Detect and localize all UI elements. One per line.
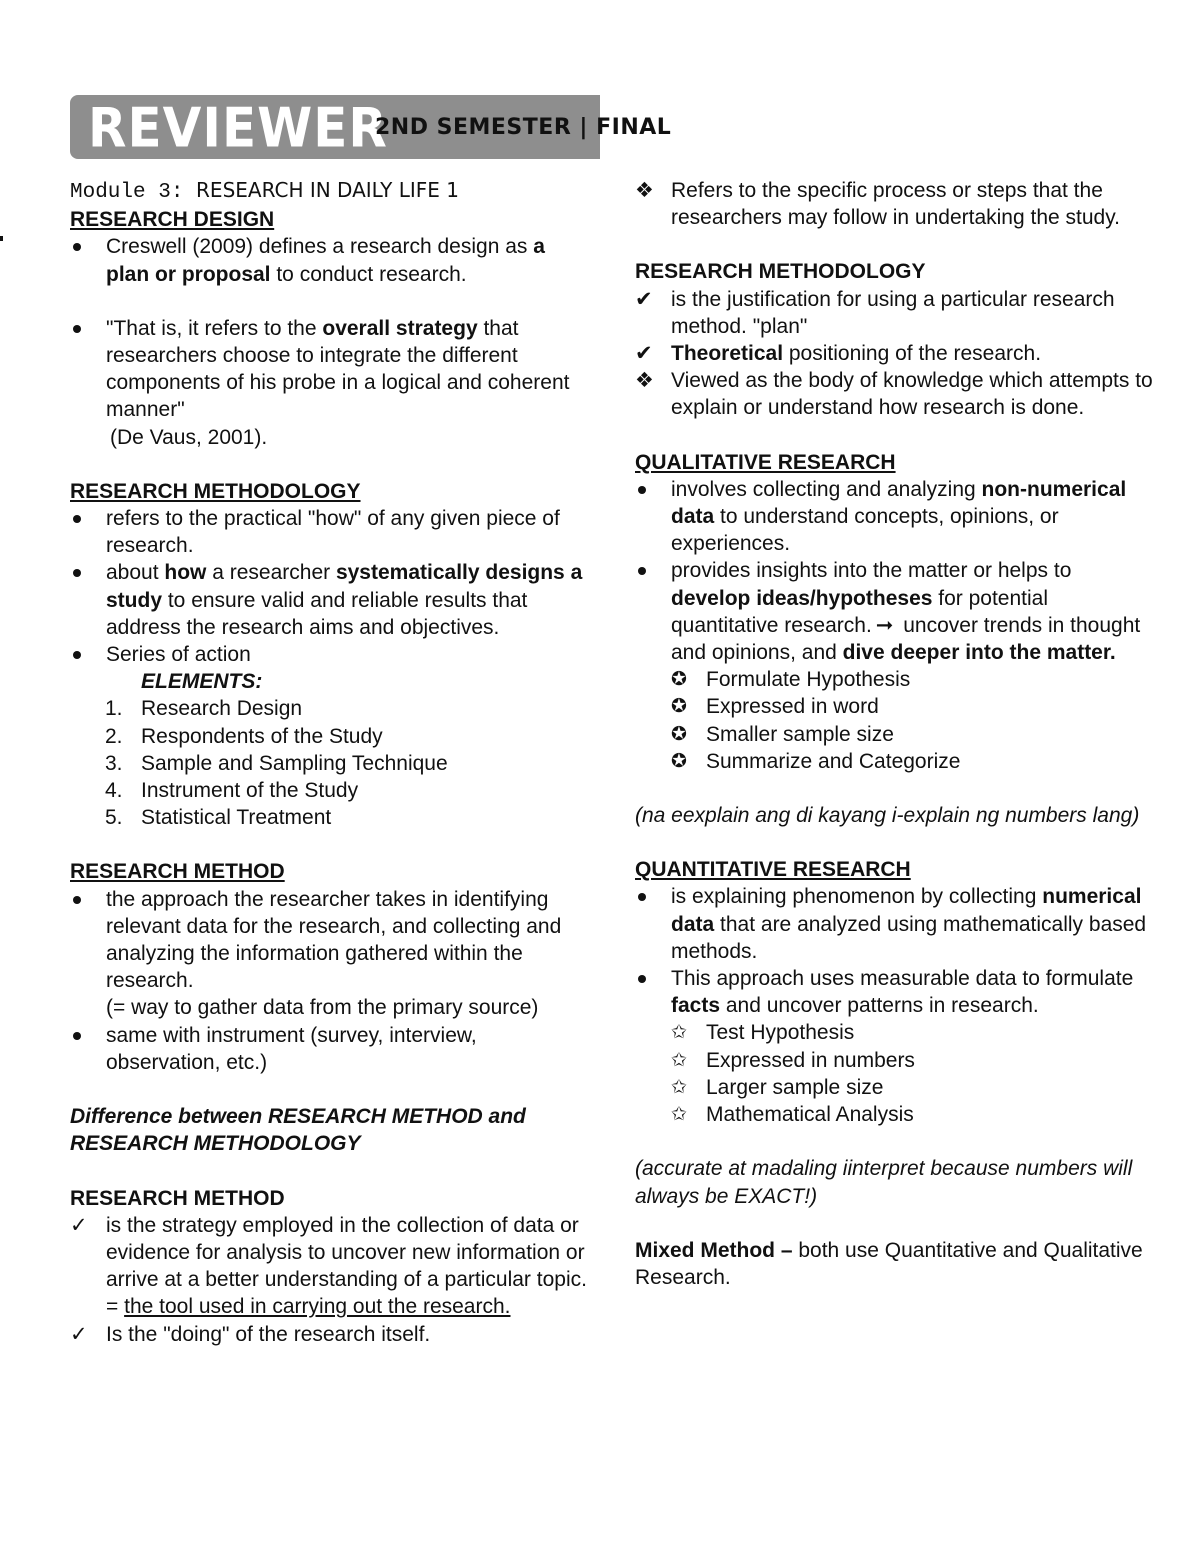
reviewer-banner <box>70 95 672 160</box>
element-item <box>70 723 590 750</box>
checkmark-icon: ✓ <box>70 1213 88 1237</box>
element-number: 2. <box>105 724 123 748</box>
filled-star-icon: ✪ <box>671 669 687 691</box>
qualitative-star-list <box>635 666 1155 775</box>
banner-title: REVIEWER <box>88 96 388 160</box>
element-number: 5. <box>105 806 123 830</box>
list-item: ✔ Theoretical positioning of the research. <box>635 340 1155 367</box>
filled-star-icon: ✪ <box>671 696 687 718</box>
method-note: (= way to gather data from the primary source) <box>106 996 539 1020</box>
diamond-bullet-icon: ❖ <box>635 179 654 202</box>
element-text: Statistical Treatment <box>141 806 332 830</box>
element-text: Respondents of the Study <box>141 724 383 748</box>
element-text: Sample and Sampling Technique <box>141 751 448 775</box>
module-label: Module 3: <box>70 181 197 204</box>
list-item: same with instrument (survey, interview, observation, etc.) <box>106 1023 477 1074</box>
list-item: about how a researcher systematically designs a study to ensure valid and reliable results that address the research aims and objectives. <box>106 561 583 639</box>
star-list-item <box>635 1019 1155 1046</box>
star-list-item <box>635 748 1155 775</box>
element-text: Instrument of the Study <box>141 779 359 803</box>
qualitative-note: (na eexplain ang di kayang i-explain ng numbers lang) <box>635 804 1140 828</box>
list-item: is explaining phenomenon by collecting numerical data that are analyzed using mathematically based methods. <box>671 885 1147 963</box>
diamond-bullet-icon: ❖ <box>635 369 654 393</box>
research-method-subheading: RESEARCH METHOD <box>70 1186 285 1210</box>
star-item-text: Expressed in numbers <box>706 1048 915 1072</box>
checkmark-icon: ✔ <box>635 342 653 366</box>
filled-star-icon: ✪ <box>671 723 687 745</box>
mixed-method: Mixed Method – both use Quantitative and Qualitative Research. <box>635 1238 1143 1289</box>
outline-star-icon: ✩ <box>671 1076 687 1098</box>
checkmark-icon: ✓ <box>70 1322 88 1346</box>
elements-list <box>70 695 590 831</box>
element-item <box>70 804 590 831</box>
list-item: provides insights into the matter or helps to develop ideas/hypotheses for potential quantitative research. ➞ uncover trends in thought and opinions, and dive deeper into the matter. <box>671 559 1141 665</box>
citation: (De Vaus, 2001). <box>110 425 268 449</box>
list-item: ✔ is the justification for using a particular research method. "plan" <box>635 287 1115 338</box>
element-number: 3. <box>105 751 123 775</box>
module-line <box>70 177 590 206</box>
list-item: ✓ Is the "doing" of the research itself. <box>70 1321 590 1348</box>
element-item <box>70 695 590 722</box>
research-method-heading: RESEARCH METHOD <box>70 860 285 884</box>
module-title: RESEARCH IN DAILY LIFE 1 <box>196 178 460 202</box>
difference-heading: Difference between RESEARCH METHOD and RESEARCH METHODOLOGY <box>70 1105 526 1156</box>
right-column <box>635 177 1155 1291</box>
outline-star-icon: ✩ <box>671 1022 687 1044</box>
left-column <box>70 177 590 1348</box>
star-item-text: Larger sample size <box>706 1075 884 1099</box>
stray-mark <box>0 236 3 241</box>
star-item-text: Mathematical Analysis <box>706 1103 914 1127</box>
list-item: Creswell (2009) defines a research design as a plan or proposal to conduct research. <box>106 235 545 286</box>
list-item: refers to the practical "how" of any given piece of research. <box>106 507 560 558</box>
star-item-text: Summarize and Categorize <box>706 749 961 773</box>
star-item-text: Smaller sample size <box>706 722 894 746</box>
list-item: ❖ Refers to the specific process or steps that the researchers may follow in undertaking the study. <box>635 179 1120 230</box>
research-methodology-heading-right: RESEARCH METHODOLOGY <box>635 260 926 284</box>
element-item <box>70 777 590 804</box>
list-item: ✓ is the strategy employed in the collection of data or evidence for analysis to uncover new information or arrive at a better understanding of a particular topic. = the tool used in carrying out the research. <box>70 1212 590 1321</box>
element-item <box>70 750 590 777</box>
quantitative-note: (accurate at madaling iinterpret because numbers will always be EXACT!) <box>635 1157 1133 1208</box>
banner-subtitle: 2ND SEMESTER | FINAL <box>375 115 672 140</box>
element-text: Research Design <box>141 697 303 721</box>
outline-star-icon: ✩ <box>671 1049 687 1071</box>
star-item-text: Expressed in word <box>706 695 879 719</box>
star-list-item <box>635 721 1155 748</box>
quantitative-star-list <box>635 1019 1155 1128</box>
list-item: ❖ Viewed as the body of knowledge which attempts to explain or understand how research is done. <box>635 369 1153 420</box>
list-item: This approach uses measurable data to formulate facts and uncover patterns in research. <box>671 967 1134 1018</box>
qualitative-heading: QUALITATIVE RESEARCH <box>635 450 896 474</box>
elements-label: ELEMENTS: <box>141 670 263 694</box>
star-list-item <box>635 666 1155 693</box>
quantitative-heading: QUANTITATIVE RESEARCH <box>635 858 911 882</box>
tool-note: = the tool used in carrying out the research. <box>106 1295 511 1319</box>
checkmark-icon: ✔ <box>635 287 653 311</box>
arrow-right-icon: ➞ <box>875 613 892 637</box>
filled-star-icon: ✪ <box>671 750 687 772</box>
list-item: "That is, it refers to the overall strategy that researchers choose to integrate the different components of his probe in a logical and coherent manner" (De Vaus, 2001). <box>70 315 590 451</box>
star-list-item <box>635 1074 1155 1101</box>
star-list-item <box>635 693 1155 720</box>
list-item: the approach the researcher takes in identifying relevant data for the research, and collecting and analyzing the information gathered within the research. (= way to gather data from the primary source) <box>70 886 590 1022</box>
star-list-item <box>635 1047 1155 1074</box>
research-design-heading: RESEARCH DESIGN <box>70 208 275 232</box>
star-list-item <box>635 1101 1155 1128</box>
outline-star-icon: ✩ <box>671 1104 687 1126</box>
list-item: Series of action <box>106 643 251 667</box>
star-item-text: Formulate Hypothesis <box>706 668 911 692</box>
star-item-text: Test Hypothesis <box>706 1021 855 1045</box>
element-number: 1. <box>105 697 123 721</box>
list-item: involves collecting and analyzing non-numerical data to understand concepts, opinions, or experiences. <box>671 477 1127 556</box>
element-number: 4. <box>105 779 123 803</box>
research-methodology-heading: RESEARCH METHODOLOGY <box>70 479 361 503</box>
